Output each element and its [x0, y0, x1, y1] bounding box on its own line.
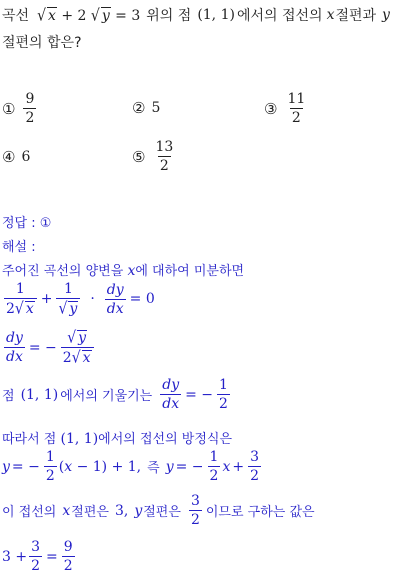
option-2[interactable]: ② 5 [132, 99, 161, 117]
question-point: (1, 1) [197, 7, 235, 23]
dydx-equation: $\frac{dy}{dx}$ = − $\frac{√ y}{2√ x}$ [2, 330, 96, 365]
question-mid: 위의 점 [146, 8, 192, 24]
question-line-2: 절편의 합은? [2, 35, 82, 51]
slope-line: 점 (1, 1) 에서의 기울기는 $\frac{dy}{dx}$ = − $\frac{1}{2}$ [2, 377, 228, 412]
tangent-intro: 따라서 점 (1, 1)에서의 접선의 방정식은 [2, 431, 233, 447]
answer-line: 정답 : ① [2, 216, 52, 231]
question-prefix: 곡선 [2, 8, 30, 24]
option-5[interactable]: ⑤ $\frac{13}{2}$ [132, 139, 174, 174]
question-line-1: 곡선 √ x + 2 √ y = 3 위의 점 (1, 1) 에서의 접선의 x 절편과 y [2, 6, 390, 25]
option-3[interactable]: ③ $\frac{11}{2}$ [264, 91, 306, 126]
curve-equation: √ x + 2 √ y = 3 [37, 6, 141, 25]
question-suffix: 에서의 접선의 [236, 8, 323, 24]
final-sum: 3 + $\frac{3}{2}$ = $\frac{9}{2}$ [2, 539, 73, 572]
option-4[interactable]: ④ 6 [2, 148, 31, 166]
derivative-equation: $\frac{1}{2√ x}$ + $\frac{1}{√ y}$ · $\frac{dy}{dx}$ = 0 [6, 281, 155, 319]
intercepts-line: 이 접선의 x 절편은 3, y 절편은 $\frac{3}{2}$ 이므로 구하는 값은 [2, 493, 315, 528]
question-x-intercept: 절편과 [335, 8, 377, 24]
option-1[interactable]: ① $\frac{9}{2}$ [2, 91, 35, 126]
tangent-equation: y = − $\frac{1}{2}$ (x − 1) + 1, 즉 y = − $\frac{1}{2}$ x + $\frac{3}{2}$ [2, 449, 260, 484]
step-1: 주어진 곡선의 양변을 x에 대하여 미분하면 [2, 263, 245, 279]
explanation-label: 해설 : [2, 240, 36, 255]
